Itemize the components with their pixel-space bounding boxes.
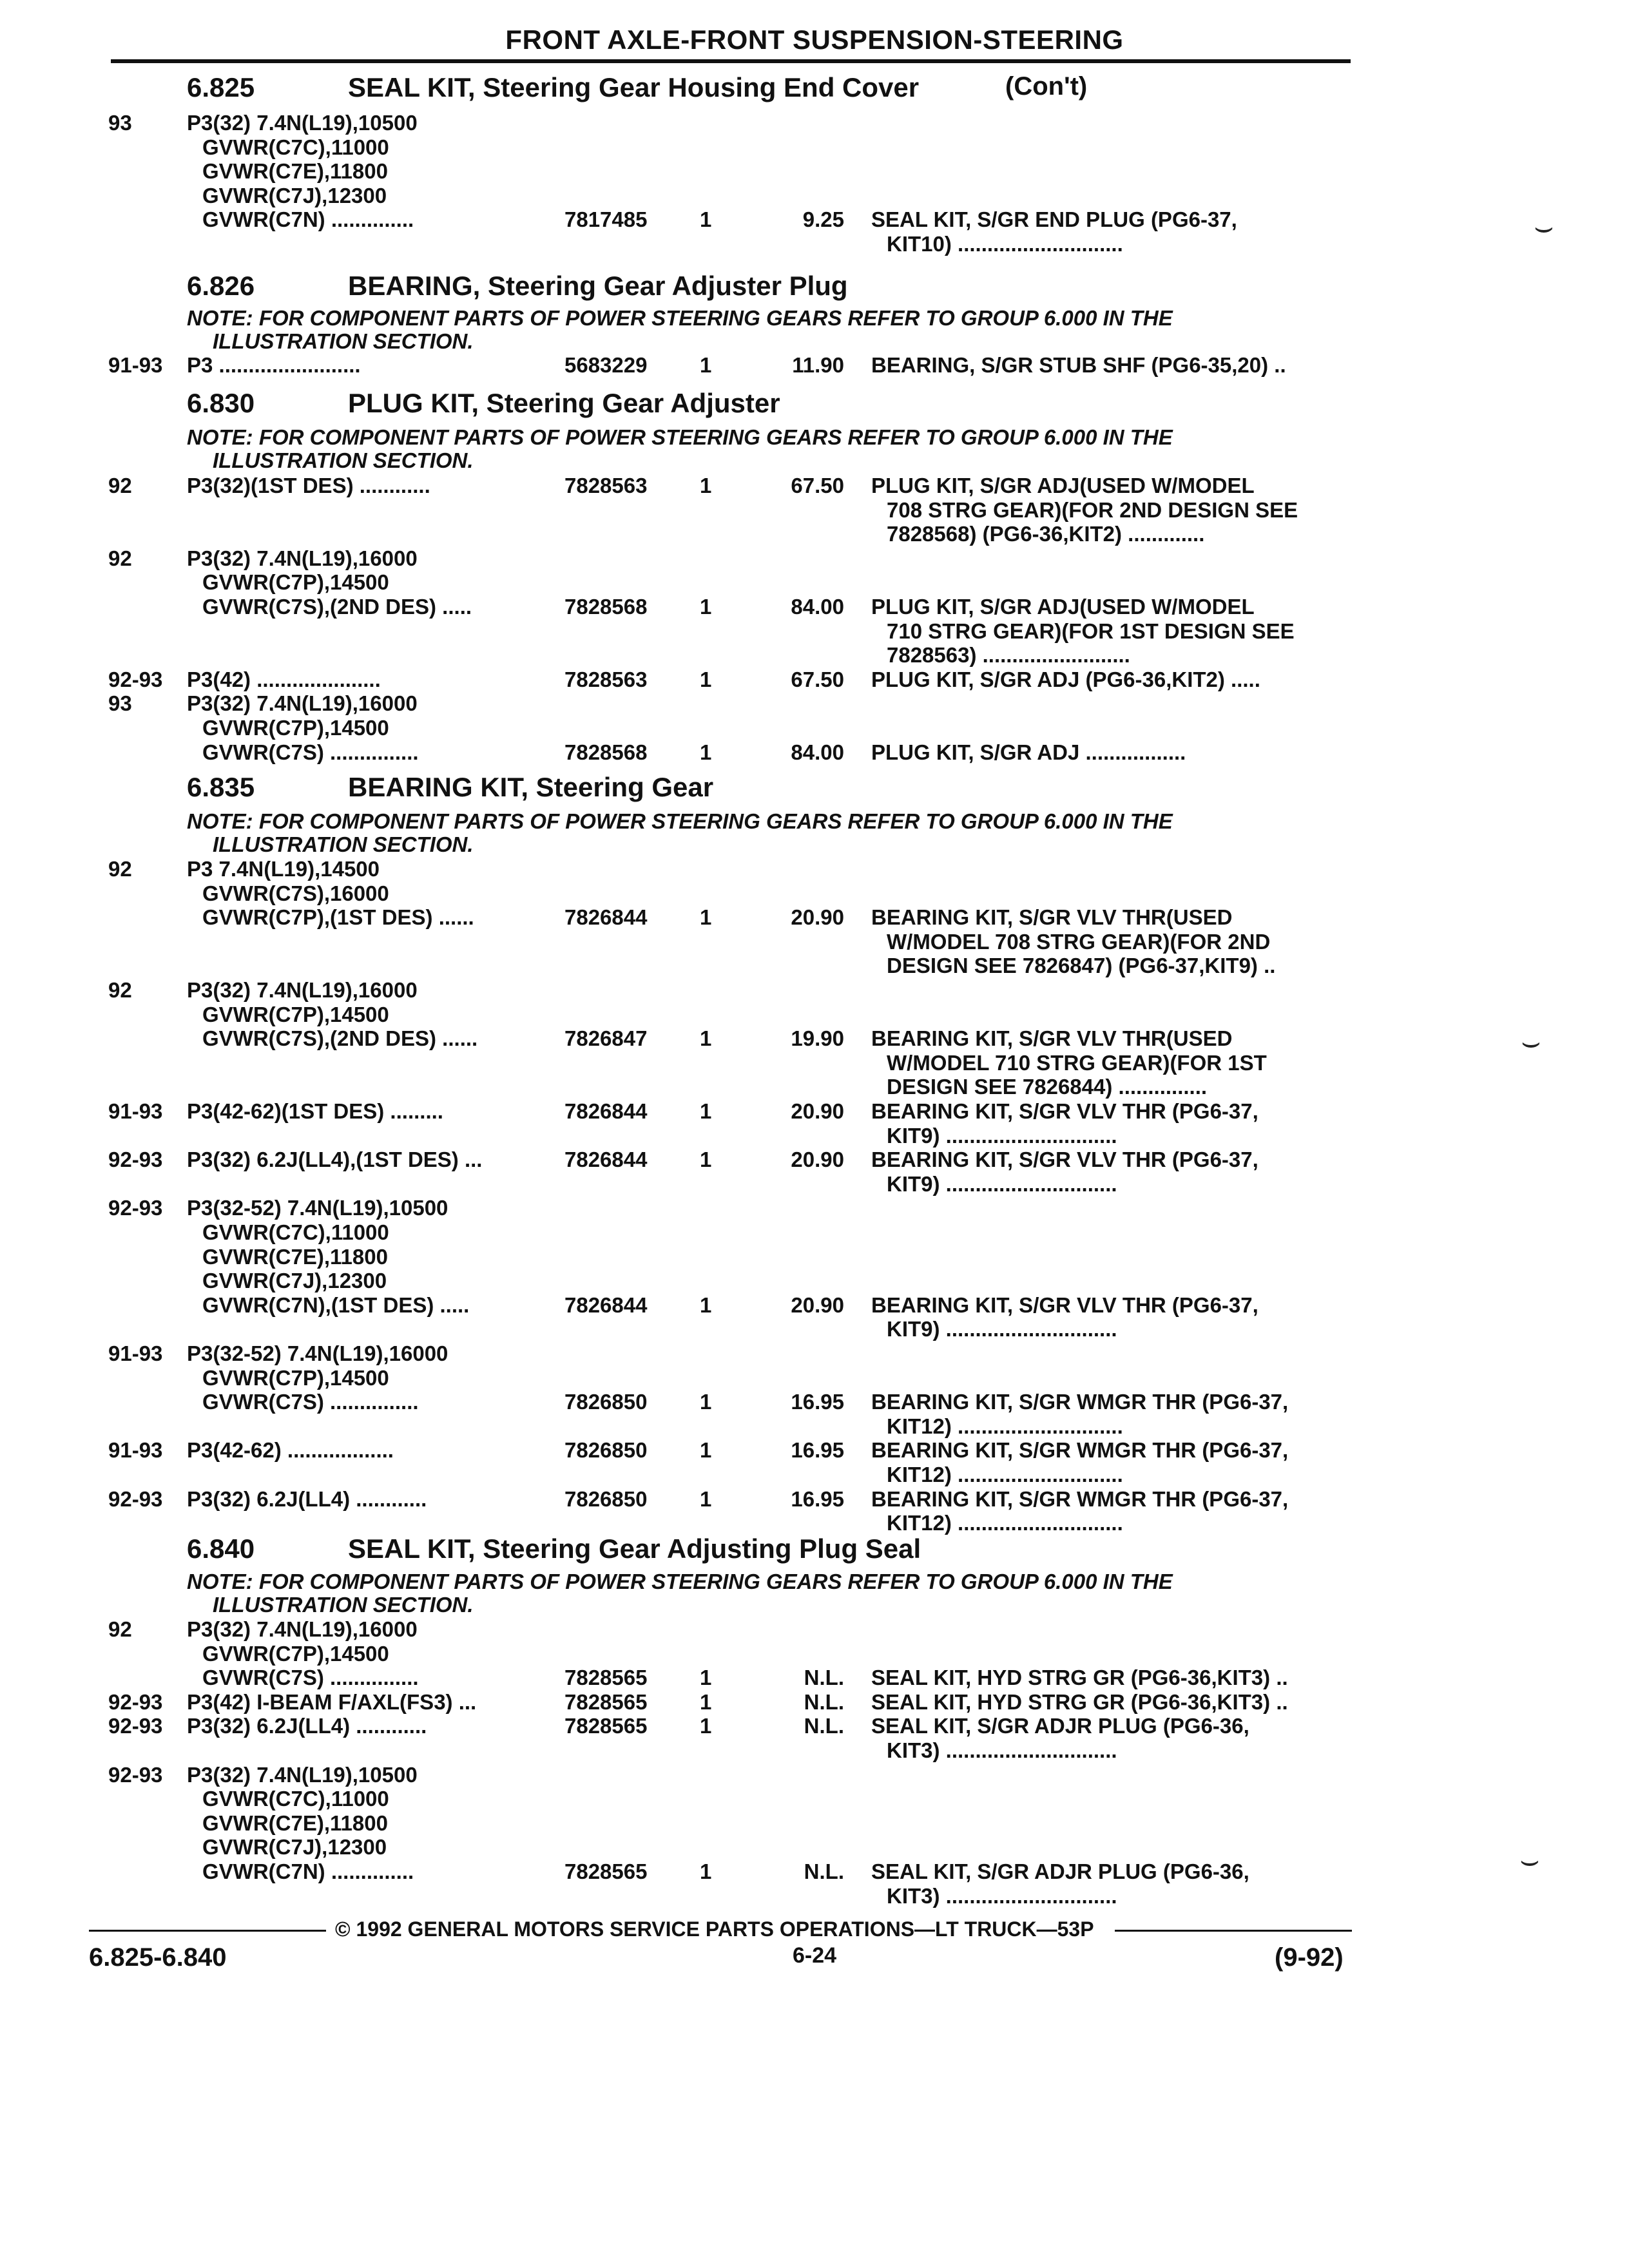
quantity: 1 [700,207,712,232]
description: 710 STRG GEAR)(FOR 1ST DESIGN SEE [887,619,1295,643]
price: 16.95 [791,1486,844,1511]
table-row [0,207,1629,231]
table-row [0,1860,1629,1883]
table-row [0,1511,1629,1535]
quantity: 1 [700,1486,712,1511]
application: P3(42-62)(1ST DES) ......... [187,1099,443,1123]
part-number: 7817485 [564,207,648,232]
part-number: 7828565 [564,1689,648,1714]
model-year: 92 [108,978,132,1002]
table-row [0,857,1629,881]
table-row [0,619,1629,643]
description: 708 STRG GEAR)(FOR 2ND DESIGN SEE [887,497,1298,522]
model-year: 92-93 [108,1486,163,1511]
price: 84.00 [791,740,844,764]
table-row [0,1714,1629,1738]
description: 7828568) (PG6-36,KIT2) ............. [887,522,1205,546]
description: W/MODEL 708 STRG GEAR)(FOR 2ND [887,929,1271,954]
application: GVWR(C7N) .............. [202,207,414,232]
table-row [0,1884,1629,1908]
table-row [0,1438,1629,1462]
table-row [0,111,1629,135]
binding-mark: ⌣ [1521,1025,1541,1059]
section-note: NOTE: FOR COMPONENT PARTS OF POWER STEERING GEARS REFER TO GROUP 6.000 IN THE [187,809,1173,833]
description: BEARING KIT, S/GR VLV THR(USED [871,1026,1233,1051]
description: SEAL KIT, HYD STRG GR (PG6-36,KIT3) .. [871,1689,1288,1714]
part-number: 5683229 [564,353,648,377]
application: GVWR(C7P),14500 [202,1002,389,1026]
model-year: 91-93 [108,353,163,377]
table-row [0,978,1629,1002]
footer-rule-right [1115,1930,1352,1932]
application: P3(42) ..................... [187,667,381,691]
part-number: 7826844 [564,1293,648,1317]
application: GVWR(C7P),14500 [202,1641,389,1666]
part-number: 7828565 [564,1860,648,1883]
table-row [0,740,1629,764]
application: P3 ........................ [187,353,361,377]
model-year: 92-93 [108,1714,163,1738]
part-number: 7826850 [564,1438,648,1463]
application: P3(32-52) 7.4N(L19),16000 [187,1341,448,1365]
application: GVWR(C7S) ............... [202,740,419,764]
table-row [0,1124,1629,1148]
table-row [0,1172,1629,1196]
table-row [0,595,1629,619]
application: GVWR(C7S),16000 [202,881,389,905]
application: GVWR(C7J),12300 [202,1269,387,1293]
table-row [0,1835,1629,1859]
part-number: 7826844 [564,905,648,930]
model-year: 92 [108,1617,132,1641]
table-row [0,1148,1629,1171]
section-title: BEARING, Steering Gear Adjuster Plug [348,271,848,301]
application: GVWR(C7S) ............... [202,1390,419,1414]
quantity: 1 [700,353,712,377]
application: P3(42-62) .................. [187,1438,394,1463]
price: 20.90 [791,1099,844,1123]
table-row [0,691,1629,715]
price: 84.00 [791,595,844,619]
price: 67.50 [791,474,844,497]
model-year: 92-93 [108,1196,163,1220]
table-row [0,1341,1629,1365]
table-row [0,716,1629,740]
table-row [0,905,1629,929]
model-year: 92-93 [108,1148,163,1172]
page-title: FRONT AXLE-FRONT SUSPENSION-STEERING [505,24,1124,55]
table-row [0,1414,1629,1438]
table-row [0,1196,1629,1220]
description: KIT12) ............................ [887,1511,1123,1535]
description: 7828563) ......................... [887,643,1130,668]
model-year: 92-93 [108,667,163,691]
model-year: 91-93 [108,1341,163,1365]
table-row [0,643,1629,667]
table-row [0,159,1629,183]
table-row [0,1617,1629,1641]
description: DESIGN SEE 7826847) (PG6-37,KIT9) .. [887,954,1276,978]
table-row [0,668,1629,691]
description: BEARING KIT, S/GR WMGR THR (PG6-37, [871,1390,1289,1414]
table-row [0,881,1629,905]
price: 20.90 [791,1148,844,1172]
section-note: NOTE: FOR COMPONENT PARTS OF POWER STEERING GEARS REFER TO GROUP 6.000 IN THE [187,425,1173,449]
footer-rule-left [89,1930,326,1932]
section-number: 6.840 [187,1533,255,1564]
part-number: 7828563 [564,474,648,497]
table-row [0,1811,1629,1835]
model-year: 93 [108,111,132,135]
price: 9.25 [802,207,844,232]
table-row [0,546,1629,570]
description: KIT12) ............................ [887,1463,1123,1486]
application: P3(32) 6.2J(LL4),(1ST DES) ... [187,1148,483,1172]
section-number: 6.835 [187,772,255,802]
application: P3 7.4N(L19),14500 [187,857,380,881]
part-number: 7826844 [564,1148,648,1172]
table-row [0,135,1629,159]
table-row [0,232,1629,256]
application: GVWR(C7S),(2ND DES) ..... [202,595,472,619]
quantity: 1 [700,1026,712,1051]
part-number: 7826850 [564,1486,648,1511]
application: GVWR(C7C),11000 [202,1787,389,1811]
description: SEAL KIT, S/GR ADJR PLUG (PG6-36, [871,1860,1249,1883]
table-row [0,474,1629,497]
table-row [0,1220,1629,1244]
part-number: 7826847 [564,1026,648,1051]
description: SEAL KIT, S/GR ADJR PLUG (PG6-36, [871,1714,1249,1738]
section-title: BEARING KIT, Steering Gear [348,772,714,802]
description: BEARING, S/GR STUB SHF (PG6-35,20) .. [871,353,1286,377]
revision-date: (9-92) [1275,1943,1344,1972]
part-number: 7828568 [564,595,648,619]
description: BEARING KIT, S/GR VLV THR (PG6-37, [871,1099,1258,1123]
quantity: 1 [700,1860,712,1883]
price: 20.90 [791,1293,844,1317]
description: KIT9) ............................. [887,1317,1117,1341]
part-number: 7828563 [564,667,648,691]
price: N.L. [804,1689,844,1714]
description: KIT12) ............................ [887,1414,1123,1438]
table-row [0,1051,1629,1075]
table-row [0,1666,1629,1689]
section-note: ILLUSTRATION SECTION. [213,329,474,353]
description: BEARING KIT, S/GR WMGR THR (PG6-37, [871,1486,1289,1511]
table-row [0,570,1629,594]
quantity: 1 [700,667,712,691]
page-number: 6-24 [792,1943,837,1968]
quantity: 1 [700,740,712,764]
application: P3(32) 7.4N(L19),10500 [187,111,418,135]
header-rule [111,59,1351,63]
application: GVWR(C7P),14500 [202,1365,389,1390]
application: GVWR(C7S) ............... [202,1666,419,1690]
table-row [0,1245,1629,1269]
quantity: 1 [700,1714,712,1738]
model-year: 91-93 [108,1099,163,1123]
quantity: 1 [700,1666,712,1690]
application: P3(42) I-BEAM F/AXL(FS3) ... [187,1689,477,1714]
table-row [0,1366,1629,1390]
binding-mark: ⌣ [1534,210,1554,244]
description: BEARING KIT, S/GR WMGR THR (PG6-37, [871,1438,1289,1463]
price: 20.90 [791,905,844,930]
application: GVWR(C7E),11800 [202,1811,388,1835]
application: GVWR(C7J),12300 [202,1835,387,1860]
table-row [0,1738,1629,1762]
application: GVWR(C7C),11000 [202,1220,389,1244]
section-title: SEAL KIT, Steering Gear Adjusting Plug Seal [348,1533,921,1564]
application: P3(32) 7.4N(L19),16000 [187,546,418,570]
quantity: 1 [700,1390,712,1414]
part-number: 7826850 [564,1390,648,1414]
quantity: 1 [700,595,712,619]
quantity: 1 [700,474,712,497]
description: KIT3) ............................. [887,1883,1117,1908]
description: PLUG KIT, S/GR ADJ ................. [871,740,1186,764]
description: KIT9) ............................. [887,1171,1117,1196]
model-year: 92 [108,546,132,570]
section-title: PLUG KIT, Steering Gear Adjuster [348,388,780,418]
part-number: 7826844 [564,1099,648,1123]
quantity: 1 [700,1689,712,1714]
description: DESIGN SEE 7826844) ............... [887,1075,1208,1099]
group-range: 6.825-6.840 [89,1943,227,1972]
price: 67.50 [791,667,844,691]
application: GVWR(C7S),(2ND DES) ...... [202,1026,478,1051]
copyright: © 1992 GENERAL MOTORS SERVICE PARTS OPERATIONS—LT TRUCK—53P [335,1917,1094,1941]
table-row [0,1026,1629,1050]
application: P3(32) 7.4N(L19),16000 [187,978,418,1002]
application: GVWR(C7N),(1ST DES) ..... [202,1293,470,1317]
table-row [0,1003,1629,1026]
table-row [0,498,1629,522]
table-row [0,1099,1629,1123]
table-row [0,1787,1629,1811]
application: P3(32)(1ST DES) ............ [187,474,430,497]
description: BEARING KIT, S/GR VLV THR (PG6-37, [871,1148,1258,1172]
binding-mark: ⌣ [1519,1843,1540,1878]
quantity: 1 [700,1438,712,1463]
application: GVWR(C7E),11800 [202,1244,388,1269]
application: GVWR(C7P),14500 [202,716,389,740]
table-row [0,1463,1629,1486]
description: PLUG KIT, S/GR ADJ(USED W/MODEL [871,595,1255,619]
section-note: NOTE: FOR COMPONENT PARTS OF POWER STEERING GEARS REFER TO GROUP 6.000 IN THE [187,306,1173,330]
model-year: 93 [108,691,132,716]
application: GVWR(C7E),11800 [202,159,388,184]
application: P3(32) 7.4N(L19),16000 [187,1617,418,1641]
quantity: 1 [700,1293,712,1317]
quantity: 1 [700,905,712,930]
description: KIT10) ............................ [887,232,1123,256]
application: P3(32-52) 7.4N(L19),10500 [187,1196,448,1220]
application: GVWR(C7P),14500 [202,570,389,595]
description: SEAL KIT, S/GR END PLUG (PG6-37, [871,207,1237,232]
price: N.L. [804,1714,844,1738]
model-year: 92-93 [108,1762,163,1787]
table-row [0,1763,1629,1787]
table-row [0,184,1629,207]
section-number: 6.826 [187,271,255,301]
section-note: ILLUSTRATION SECTION. [213,1593,474,1617]
table-row [0,1317,1629,1341]
table-row [0,522,1629,546]
model-year: 91-93 [108,1438,163,1463]
section-note: ILLUSTRATION SECTION. [213,832,474,856]
description: PLUG KIT, S/GR ADJ (PG6-36,KIT2) ..... [871,667,1260,691]
description: PLUG KIT, S/GR ADJ(USED W/MODEL [871,474,1255,497]
quantity: 1 [700,1099,712,1123]
application: P3(32) 6.2J(LL4) ............ [187,1486,427,1511]
application: P3(32) 7.4N(L19),16000 [187,691,418,716]
quantity: 1 [700,1148,712,1172]
table-row [0,930,1629,954]
section-number: 6.825 [187,72,255,102]
application: P3(32) 6.2J(LL4) ............ [187,1714,427,1738]
application: P3(32) 7.4N(L19),10500 [187,1762,418,1787]
price: N.L. [804,1666,844,1690]
price: 16.95 [791,1390,844,1414]
table-row [0,1075,1629,1099]
price: 19.90 [791,1026,844,1051]
application: GVWR(C7J),12300 [202,183,387,207]
description: KIT3) ............................. [887,1738,1117,1762]
model-year: 92 [108,857,132,881]
table-row [0,353,1629,377]
description: SEAL KIT, HYD STRG GR (PG6-36,KIT3) .. [871,1666,1288,1690]
model-year: 92 [108,474,132,497]
table-row [0,1690,1629,1714]
table-row [0,1642,1629,1666]
part-number: 7828565 [564,1714,648,1738]
table-row [0,1293,1629,1317]
table-row [0,1269,1629,1293]
application: GVWR(C7P),(1ST DES) ...... [202,905,474,930]
part-number: 7828568 [564,740,648,764]
description: BEARING KIT, S/GR VLV THR (PG6-37, [871,1293,1258,1317]
table-row [0,1487,1629,1511]
description: W/MODEL 710 STRG GEAR)(FOR 1ST [887,1050,1267,1075]
description: KIT9) ............................. [887,1123,1117,1148]
price: N.L. [804,1860,844,1883]
continued-label: (Con't) [1005,72,1088,101]
table-row [0,954,1629,977]
section-note: NOTE: FOR COMPONENT PARTS OF POWER STEERING GEARS REFER TO GROUP 6.000 IN THE [187,1570,1173,1593]
price: 16.95 [791,1438,844,1463]
price: 11.90 [792,353,844,377]
section-title: SEAL KIT, Steering Gear Housing End Cover [348,72,920,102]
model-year: 92-93 [108,1689,163,1714]
part-number: 7828565 [564,1666,648,1690]
table-row [0,1390,1629,1414]
application: GVWR(C7N) .............. [202,1860,414,1883]
section-note: ILLUSTRATION SECTION. [213,448,474,472]
application: GVWR(C7C),11000 [202,135,389,159]
section-number: 6.830 [187,388,255,418]
description: BEARING KIT, S/GR VLV THR(USED [871,905,1233,930]
